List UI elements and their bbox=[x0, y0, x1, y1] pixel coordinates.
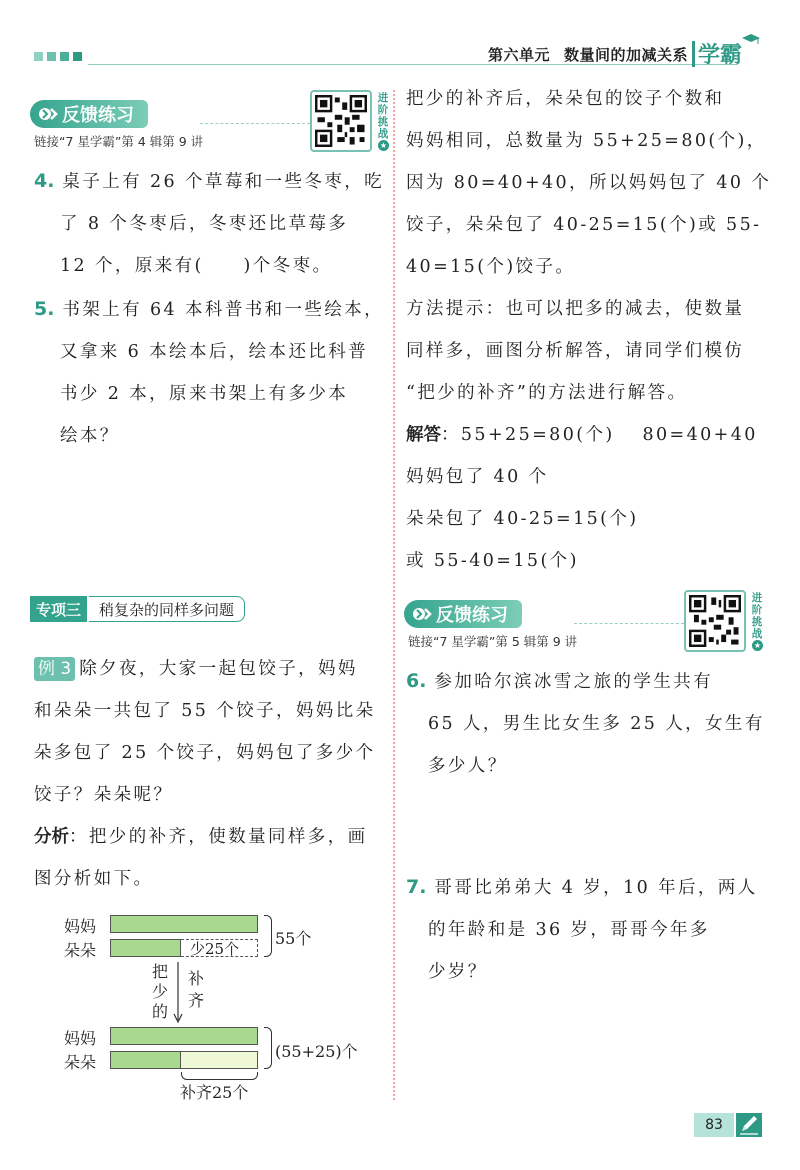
analysis-label: 分析 bbox=[34, 827, 69, 847]
question-line: 书架上有 64 本科普书和一些绘本， bbox=[62, 300, 385, 320]
header-title bbox=[488, 44, 688, 65]
label-total-1: 55个 bbox=[275, 929, 312, 948]
dashed-rule bbox=[574, 623, 684, 624]
dashed-rule bbox=[200, 123, 310, 124]
label-duo: 朵朵 bbox=[64, 941, 97, 960]
question-line: 又拿来 6 本绘本后，绘本还比科普 bbox=[60, 342, 369, 362]
decor-square bbox=[34, 52, 43, 61]
question-7 bbox=[406, 866, 758, 993]
solution-line: 把少的补齐后，朵朵包的饺子个数和 bbox=[406, 89, 725, 109]
question-line: 65 人，男生比女生多 25 人，女生有 bbox=[428, 714, 765, 734]
answer-line: 朵朵包了 40-25=15(个) bbox=[406, 509, 639, 529]
question-line: 12 个，原来有( )个冬枣。 bbox=[60, 256, 333, 276]
question-line: 桌子上有 26 个草莓和一些冬枣，吃 bbox=[62, 172, 385, 192]
arrow-char: 少 bbox=[152, 982, 169, 1001]
qr-code[interactable] bbox=[684, 590, 746, 652]
label-less: 少25个 bbox=[190, 940, 240, 958]
question-number: 5. bbox=[34, 298, 55, 320]
example-3 bbox=[34, 648, 376, 900]
double-chevron-icon bbox=[38, 105, 58, 123]
double-chevron-icon bbox=[412, 605, 432, 623]
question-5 bbox=[34, 288, 384, 457]
feedback-pill bbox=[30, 100, 148, 128]
brace-1 bbox=[264, 915, 272, 957]
question-line: 的年龄和是 36 岁，哥哥今年多 bbox=[428, 920, 710, 940]
feedback-pill bbox=[404, 600, 522, 628]
arrow-char: 把 bbox=[152, 962, 169, 981]
arrow-char: 齐 bbox=[188, 991, 205, 1010]
question-line: 少岁？ bbox=[428, 962, 488, 982]
decor-square bbox=[47, 52, 56, 61]
feedback-link: 链接“7 星学霸”第 4 辑第 9 讲 bbox=[34, 134, 204, 149]
solution-line: 妈妈相同，总数量为 55+25=80(个)， bbox=[406, 131, 767, 151]
arrow-label-left bbox=[152, 962, 168, 1022]
bar-duo bbox=[110, 939, 181, 957]
feedback-title: 反馈练习 bbox=[436, 605, 508, 626]
example-badge: 例 3 bbox=[34, 657, 75, 681]
label-mom: 妈妈 bbox=[64, 1029, 97, 1048]
example-line: 饺子？朵朵呢？ bbox=[34, 785, 174, 805]
question-number: 4. bbox=[34, 170, 55, 192]
brace-2 bbox=[264, 1027, 272, 1069]
arrow-char: 补 bbox=[188, 969, 205, 988]
label-duo: 朵朵 bbox=[64, 1053, 97, 1072]
solution-line: 40=15(个)饺子。 bbox=[406, 257, 576, 277]
feedback-banner-left bbox=[30, 90, 390, 152]
bar-mom bbox=[110, 915, 258, 933]
answer-label: 解答 bbox=[406, 425, 441, 445]
feedback-banner-right bbox=[404, 590, 764, 652]
question-4 bbox=[34, 160, 384, 287]
hint-line: 方法提示：也可以把多的减去，使数量 bbox=[406, 299, 745, 319]
star-icon: ★ bbox=[379, 141, 388, 150]
question-number: 7. bbox=[406, 876, 427, 898]
example-line: 和朵朵一共包了 55 个饺子，妈妈比朵 bbox=[34, 701, 376, 721]
qr-code-icon bbox=[689, 595, 741, 647]
answer-line: 妈妈包了 40 个 bbox=[406, 467, 549, 487]
topic-header bbox=[30, 596, 245, 622]
qr-code-icon bbox=[315, 95, 367, 147]
question-line: 参加哈尔滨冰雪之旅的学生共有 bbox=[434, 672, 714, 692]
qr-code[interactable] bbox=[310, 90, 372, 152]
answer-line: ：55+25=80(个) 80=40+40 bbox=[441, 425, 758, 445]
brace-fill bbox=[181, 1072, 258, 1080]
question-line: 书少 2 本，原来书架上有多少本 bbox=[60, 384, 349, 404]
header-topic: 数量间的加减关系 bbox=[563, 46, 688, 64]
header-unit: 第六单元 bbox=[487, 46, 550, 64]
topic-tag: 专项三 bbox=[30, 596, 87, 622]
graduation-cap-icon bbox=[742, 34, 760, 44]
qr-side-label: 进阶挑战 bbox=[751, 592, 763, 640]
label-total-2: (55+25)个 bbox=[275, 1042, 358, 1061]
analysis-line: ：把少的补齐，使数量同样多，画 bbox=[69, 827, 368, 847]
brand-logo: 学霸 bbox=[698, 43, 743, 68]
answer-line: 或 55-40=15(个) bbox=[406, 551, 579, 571]
question-6 bbox=[406, 660, 765, 787]
solution-line: 因为 80=40+40，所以妈妈包了 40 个 bbox=[406, 173, 772, 193]
bar-duo bbox=[110, 1051, 181, 1069]
hint-line: 同样多，画图分析解答，请同学们模仿 bbox=[406, 341, 745, 361]
example-solution bbox=[406, 78, 771, 582]
arrow-label-right bbox=[188, 968, 204, 1012]
bar-mom bbox=[110, 1027, 258, 1045]
question-line: 多少人？ bbox=[428, 756, 508, 776]
column-divider bbox=[393, 90, 395, 1100]
example-line: 朵多包了 25 个饺子，妈妈包了多少个 bbox=[34, 743, 376, 763]
question-line: 绘本？ bbox=[60, 426, 120, 446]
question-number: 6. bbox=[406, 670, 427, 692]
pencil-badge bbox=[736, 1113, 762, 1137]
solution-line: 饺子，朵朵包了 40-25=15(个)或 55- bbox=[406, 215, 762, 235]
header-separator bbox=[692, 41, 695, 67]
bar-duo-filled bbox=[181, 1051, 258, 1069]
star-icon: ★ bbox=[753, 641, 762, 650]
page-number: 83 bbox=[694, 1113, 734, 1137]
qr-side-label: 进阶挑战 bbox=[377, 92, 389, 140]
down-arrow-icon bbox=[172, 962, 184, 1024]
decor-square bbox=[73, 52, 82, 61]
topic-title: 稍复杂的同样多问题 bbox=[89, 596, 245, 622]
decor-square bbox=[60, 52, 69, 61]
label-mom: 妈妈 bbox=[64, 917, 97, 936]
header-decor-squares bbox=[34, 52, 82, 61]
arrow-char: 的 bbox=[152, 1002, 169, 1021]
question-line: 了 8 个冬枣后，冬枣还比草莓多 bbox=[60, 214, 349, 234]
hint-line: “把少的补齐”的方法进行解答。 bbox=[406, 383, 688, 403]
feedback-link: 链接“7 星学霸”第 5 辑第 9 讲 bbox=[408, 634, 578, 649]
feedback-title: 反馈练习 bbox=[62, 105, 134, 126]
label-fill: 补齐25个 bbox=[180, 1083, 249, 1102]
example-line: 除夕夜，大家一起包饺子，妈妈 bbox=[79, 659, 358, 679]
analysis-line: 图分析如下。 bbox=[34, 869, 154, 889]
question-line: 哥哥比弟弟大 4 岁，10 年后，两人 bbox=[434, 878, 758, 898]
pencil-icon bbox=[736, 1113, 762, 1137]
